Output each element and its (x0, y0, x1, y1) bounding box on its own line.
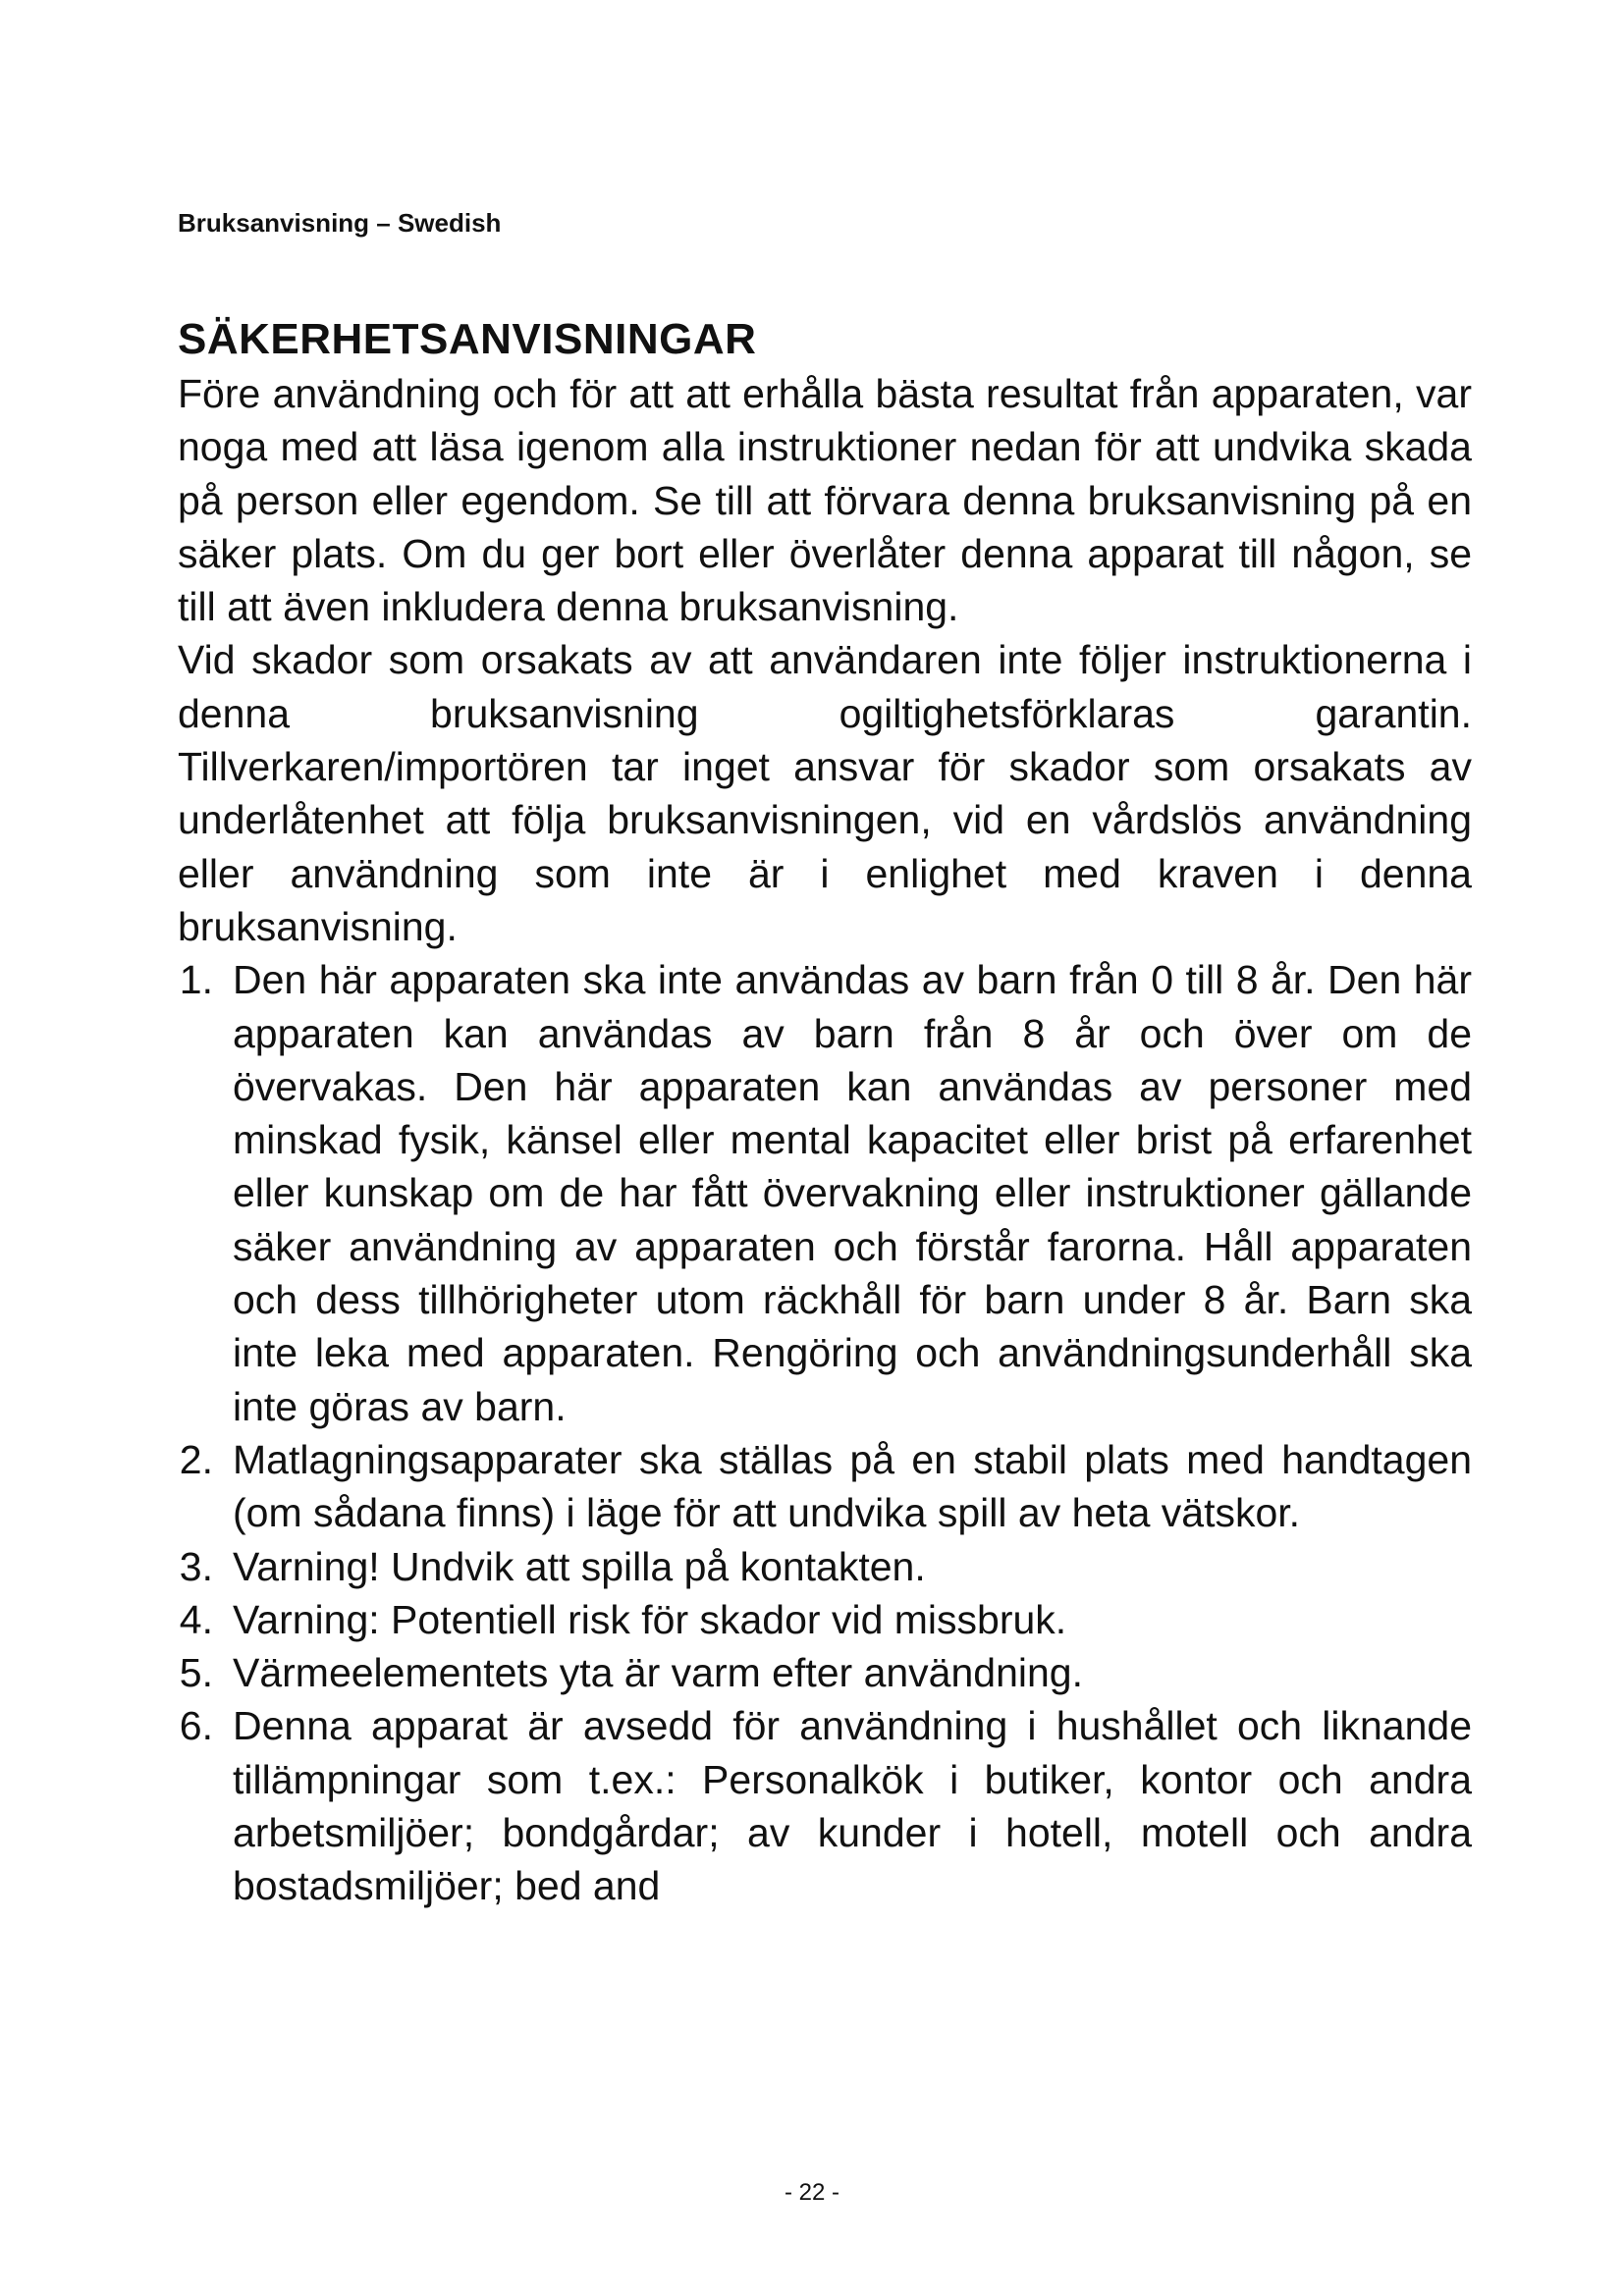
list-item-number: 5. (179, 1650, 213, 1696)
section-title: SÄKERHETSANVISNINGAR (178, 315, 757, 363)
list-item-text: Varning: Potentiell risk för skador vid missbruk. (233, 1596, 1067, 1642)
list-item (178, 1433, 1472, 1540)
list-item (178, 1593, 1472, 1646)
list-item (178, 1699, 1472, 1912)
list-item-number: 2. (179, 1436, 213, 1482)
list-item-number: 1. (179, 957, 213, 1003)
page-header: Bruksanvisning – Swedish (178, 208, 502, 238)
list-item-text: Värmeelementets yta är varm efter användning. (233, 1650, 1083, 1696)
list-item-text: Varning! Undvik att spilla på kontakten. (233, 1543, 926, 1589)
list-item (178, 1646, 1472, 1699)
list-item-text: Denna apparat är avsedd för användning i hushållet och liknande tillämpningar som t.ex.: Personalkök i butiker, kontor och andra arbetsmiljöer; bondgårdar; av kunder i hotell, motell och andra bostadsmiljöer; bed and (233, 1703, 1472, 1909)
list-item-number: 6. (179, 1703, 213, 1749)
list-item-number: 4. (179, 1596, 213, 1642)
list-item-number: 3. (179, 1543, 213, 1589)
list-item (178, 1540, 1472, 1593)
safety-section (178, 312, 1472, 1913)
intro-paragraph: Före användning och för att att erhålla bästa resultat från apparaten, var noga med att läsa igenom alla instruktioner nedan för att undvika skada på person eller egendom. Se till att förvara denna bruksanvisning på en säker plats. Om du ger bort eller överlåter denna apparat till någon, se till att även inkludera denna bruksanvisning. (178, 371, 1472, 630)
list-item-text: Matlagningsapparater ska ställas på en stabil plats med handtagen (om sådana finns) i läge för att undvika spill av heta vätskor. (233, 1436, 1472, 1536)
warranty-paragraph: Vid skador som orsakats av att användaren inte följer instruktionerna i denna bruksanvisning ogiltighetsförklaras garantin. Tillverkaren/importören tar inget ansvar för skador som orsakats av underlåtenhet att följa bruksanvisningen, vid en vårdslös användning eller användning som inte är i enlighet med kraven i denna bruksanvisning. (178, 637, 1472, 949)
list-item-text: Den här apparaten ska inte användas av barn från 0 till 8 år. Den här apparaten kan användas av barn från 8 år och över om de övervakas. Den här apparaten kan användas av personer med minskad fysik, känsel eller mental kapacitet eller brist på erfarenhet eller kunskap om de har fått övervakning eller instruktioner gällande säker användning av apparaten och förstår farorna. Håll apparaten och dess tillhörigheter utom räckhåll för barn under 8 år. Barn ska inte leka med apparaten. Rengöring och användningsunderhåll ska inte göras av barn. (233, 957, 1472, 1429)
list-item (178, 953, 1472, 1433)
page-number: - 22 - (784, 2179, 839, 2206)
safety-instructions-list (178, 953, 1472, 1912)
